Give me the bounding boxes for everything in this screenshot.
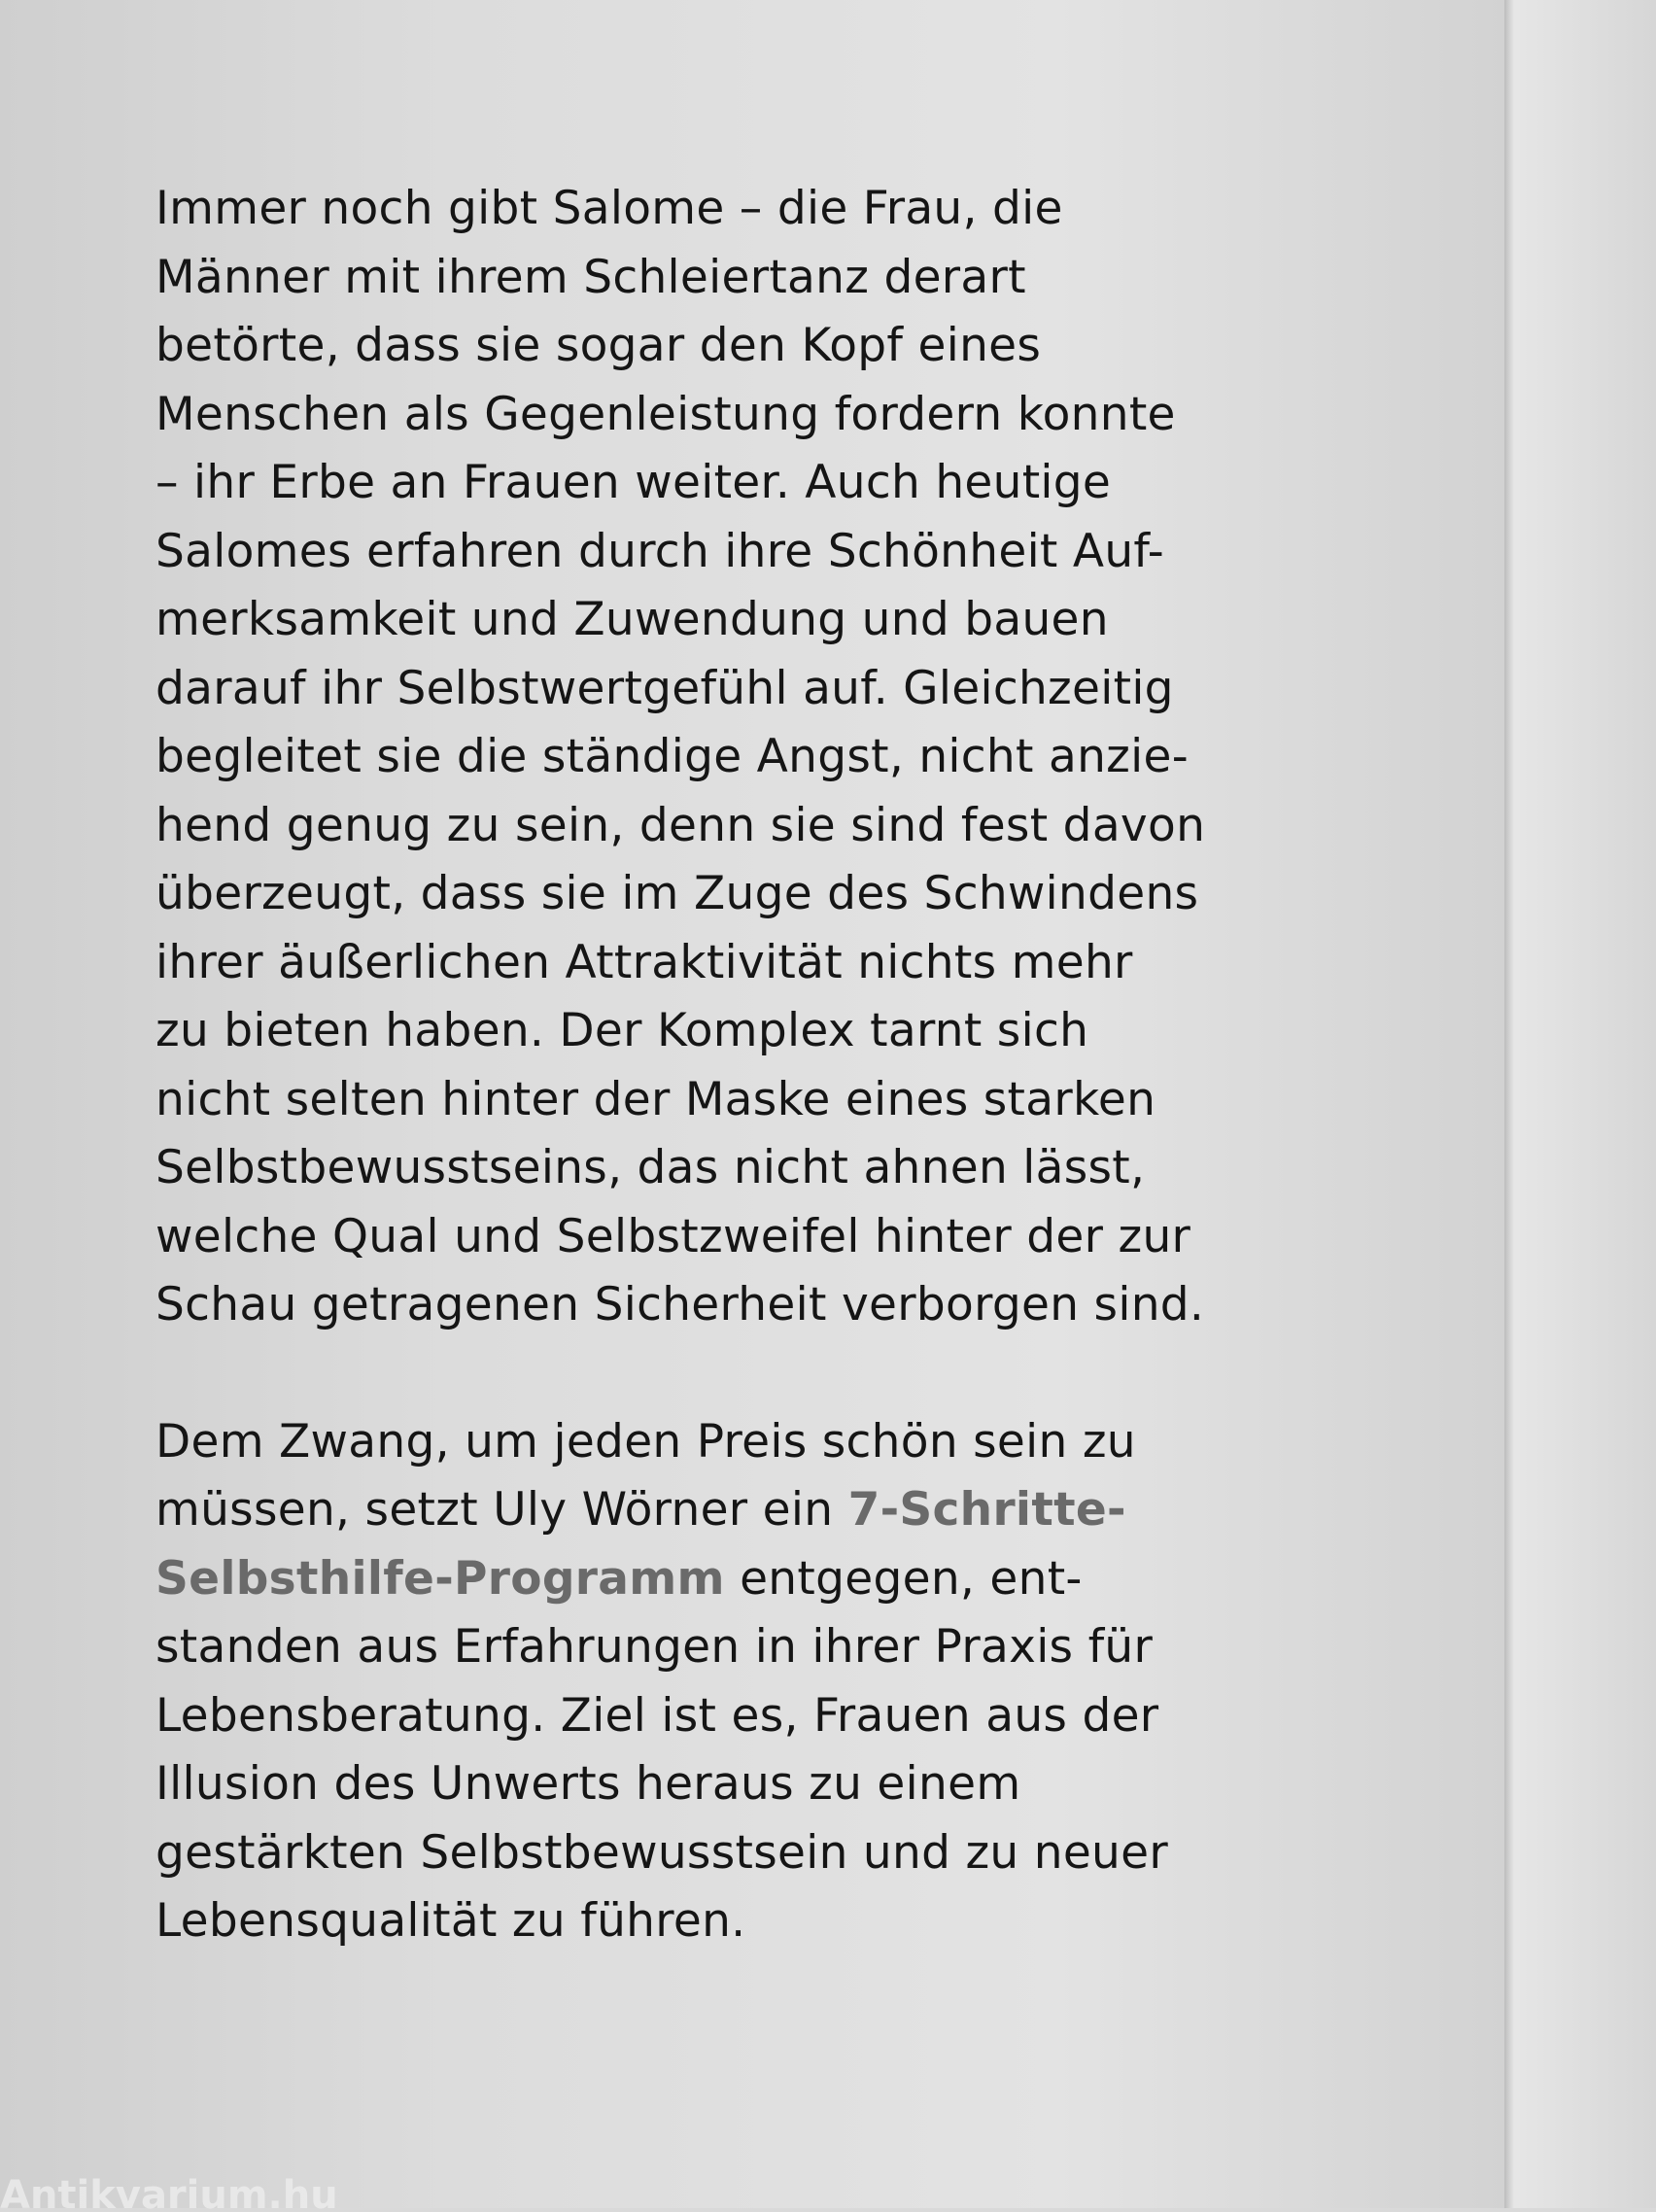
text-line [155,1545,1215,1614]
paragraph-spacer [155,1340,1215,1408]
text-line: Lebensqualität zu führen. [155,1894,746,1948]
paragraph-2 [155,1408,1215,1956]
watermark: Antikvarium.hu [0,2173,338,2212]
text-line: Illusion des Unwerts heraus zu einem [155,1757,1021,1811]
text-line: – ihr Erbe an Frauen weiter. Auch heutige [155,456,1112,509]
text-line: Schau getragenen Sicherheit verborgen sind. [155,1278,1205,1331]
text-segment: müssen, setzt Uly Wörner ein [155,1483,848,1537]
text-line: Männer mit ihrem Schleiertanz derart [155,250,1026,304]
paragraph-1 [155,175,1215,1340]
text-line: Dem Zwang, um jeden Preis schön sein zu [155,1414,1136,1469]
text-line: standen aus Erfahrungen in ihrer Praxis für [155,1620,1154,1674]
text-line: Salomes erfahren durch ihre Schönheit Auf- [155,524,1164,578]
program-title-highlight: 7-Schritte- [847,1483,1126,1537]
text-line: Menschen als Gegenleistung fordern konnte [155,387,1176,441]
text-line: Lebensberatung. Ziel ist es, Frauen aus der [155,1688,1159,1743]
text-line: darauf ihr Selbstwertgefühl auf. Gleichzeitig [155,661,1174,715]
text-line: merksamkeit und Zuwendung und bauen [155,593,1109,646]
text-segment: entgegen, ent- [724,1551,1083,1606]
page-edge [1504,0,1514,2208]
text-line: zu bieten haben. Der Komplex tarnt sich [155,1004,1089,1057]
text-line: welche Qual und Selbstzweifel hinter der zur [155,1209,1191,1263]
program-title-highlight: Selbsthilfe-Programm [155,1551,725,1606]
text-line: betörte, dass sie sogar den Kopf eines [155,319,1042,372]
text-line: begleitet sie die ständige Angst, nicht anzie- [155,730,1189,783]
text-line: Selbstbewusstseins, das nicht ahnen lässt, [155,1141,1146,1194]
text-line: ihrer äußerlichen Attraktivität nichts mehr [155,935,1133,989]
page-gutter [1514,0,1656,2208]
text-line: überzeugt, dass sie im Zuge des Schwindens [155,867,1199,920]
text-line: nicht selten hinter der Maske eines starken [155,1072,1156,1126]
text-line [155,1476,1215,1545]
text-line: gestärkten Selbstbewusstsein und zu neuer [155,1825,1168,1880]
text-line: Immer noch gibt Salome – die Frau, die [155,182,1063,235]
text-line: hend genug zu sein, denn sie sind fest davon [155,798,1206,852]
body-text [155,175,1215,1956]
